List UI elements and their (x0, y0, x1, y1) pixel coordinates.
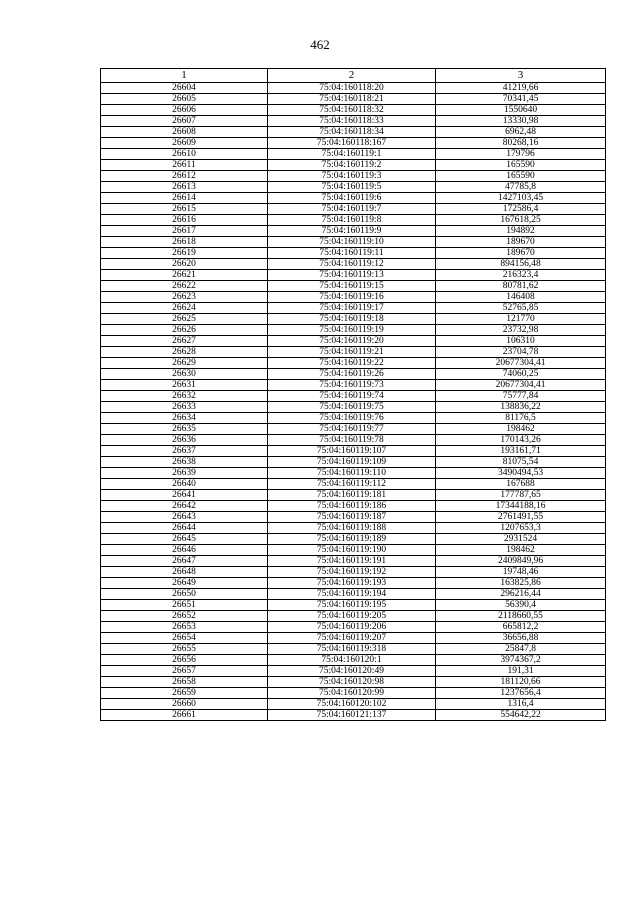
value-cell: 189670 (436, 237, 606, 248)
table-row (101, 248, 606, 259)
table-row (101, 578, 606, 589)
value-cell: 25847,8 (436, 644, 606, 655)
header-row (101, 69, 606, 83)
cadastral-number-cell: 75:04:160119:194 (268, 589, 436, 600)
cadastral-number-cell: 75:04:160119:76 (268, 413, 436, 424)
row-number-cell: 26614 (101, 193, 268, 204)
table-row (101, 105, 606, 116)
table-body (101, 83, 606, 721)
cadastral-number-cell: 75:04:160119:187 (268, 512, 436, 523)
row-number-cell: 26630 (101, 369, 268, 380)
table-row (101, 545, 606, 556)
value-cell: 2761491,55 (436, 512, 606, 523)
row-number-cell: 26647 (101, 556, 268, 567)
row-number-cell: 26605 (101, 94, 268, 105)
value-cell: 163825,86 (436, 578, 606, 589)
row-number-cell: 26628 (101, 347, 268, 358)
table-row (101, 644, 606, 655)
table-row (101, 567, 606, 578)
cadastral-number-cell: 75:04:160119:186 (268, 501, 436, 512)
cadastral-number-cell: 75:04:160119:188 (268, 523, 436, 534)
value-cell: 41219,66 (436, 83, 606, 94)
table-row (101, 336, 606, 347)
cadastral-number-cell: 75:04:160119:189 (268, 534, 436, 545)
value-cell: 20677304,41 (436, 358, 606, 369)
cadastral-number-cell: 75:04:160118:20 (268, 83, 436, 94)
cadastral-number-cell: 75:04:160120:99 (268, 688, 436, 699)
cadastral-number-cell: 75:04:160119:17 (268, 303, 436, 314)
value-cell: 1237656,4 (436, 688, 606, 699)
row-number-cell: 26609 (101, 138, 268, 149)
cadastral-number-cell: 75:04:160119:207 (268, 633, 436, 644)
cadastral-number-cell: 75:04:160119:181 (268, 490, 436, 501)
table-row (101, 193, 606, 204)
value-cell: 13330,98 (436, 116, 606, 127)
value-cell: 198462 (436, 424, 606, 435)
cadastral-number-cell: 75:04:160119:12 (268, 259, 436, 270)
row-number-cell: 26660 (101, 699, 268, 710)
row-number-cell: 26631 (101, 380, 268, 391)
table-row (101, 424, 606, 435)
cadastral-number-cell: 75:04:160119:22 (268, 358, 436, 369)
table-row (101, 160, 606, 171)
cadastral-number-cell: 75:04:160119:16 (268, 292, 436, 303)
cadastral-number-cell: 75:04:160119:195 (268, 600, 436, 611)
cadastral-number-cell: 75:04:160119:109 (268, 457, 436, 468)
row-number-cell: 26656 (101, 655, 268, 666)
table-row (101, 435, 606, 446)
value-cell: 167618,25 (436, 215, 606, 226)
table-row (101, 94, 606, 105)
table-row (101, 446, 606, 457)
cadastral-number-cell: 75:04:160119:10 (268, 237, 436, 248)
row-number-cell: 26608 (101, 127, 268, 138)
row-number-cell: 26611 (101, 160, 268, 171)
row-number-cell: 26619 (101, 248, 268, 259)
value-cell: 170143,26 (436, 435, 606, 446)
value-cell: 167688 (436, 479, 606, 490)
cadastral-number-cell: 75:04:160120:102 (268, 699, 436, 710)
cadastral-number-cell: 75:04:160119:191 (268, 556, 436, 567)
row-number-cell: 26623 (101, 292, 268, 303)
row-number-cell: 26644 (101, 523, 268, 534)
row-number-cell: 26638 (101, 457, 268, 468)
value-cell: 194892 (436, 226, 606, 237)
cadastral-number-cell: 75:04:160119:8 (268, 215, 436, 226)
cadastral-number-cell: 75:04:160119:19 (268, 325, 436, 336)
cadastral-number-cell: 75:04:160119:6 (268, 193, 436, 204)
cadastral-number-cell: 75:04:160119:20 (268, 336, 436, 347)
row-number-cell: 26642 (101, 501, 268, 512)
value-cell: 56390,4 (436, 600, 606, 611)
cadastral-number-cell: 75:04:160119:74 (268, 391, 436, 402)
table-row (101, 699, 606, 710)
cadastral-number-cell: 75:04:160119:107 (268, 446, 436, 457)
value-cell: 3974367,2 (436, 655, 606, 666)
row-number-cell: 26622 (101, 281, 268, 292)
row-number-cell: 26652 (101, 611, 268, 622)
row-number-cell: 26604 (101, 83, 268, 94)
cadastral-number-cell: 75:04:160119:7 (268, 204, 436, 215)
value-cell: 1427103,45 (436, 193, 606, 204)
value-cell: 1316,4 (436, 699, 606, 710)
row-number-cell: 26651 (101, 600, 268, 611)
row-number-cell: 26658 (101, 677, 268, 688)
table-row (101, 259, 606, 270)
row-number-cell: 26654 (101, 633, 268, 644)
row-number-cell: 26616 (101, 215, 268, 226)
table-row (101, 490, 606, 501)
value-cell: 106310 (436, 336, 606, 347)
value-cell: 165590 (436, 171, 606, 182)
table-row (101, 523, 606, 534)
cadastral-number-cell: 75:04:160119:205 (268, 611, 436, 622)
cadastral-number-cell: 75:04:160119:11 (268, 248, 436, 259)
value-cell: 146408 (436, 292, 606, 303)
value-cell: 80268,16 (436, 138, 606, 149)
value-cell: 36656,88 (436, 633, 606, 644)
cadastral-number-cell: 75:04:160119:9 (268, 226, 436, 237)
table-row (101, 600, 606, 611)
table-row (101, 204, 606, 215)
cadastral-number-cell: 75:04:160119:190 (268, 545, 436, 556)
row-number-cell: 26621 (101, 270, 268, 281)
row-number-cell: 26639 (101, 468, 268, 479)
row-number-cell: 26606 (101, 105, 268, 116)
row-number-cell: 26634 (101, 413, 268, 424)
value-cell: 23704,78 (436, 347, 606, 358)
table-row (101, 358, 606, 369)
value-cell: 296216,44 (436, 589, 606, 600)
value-cell: 75777,84 (436, 391, 606, 402)
row-number-cell: 26661 (101, 710, 268, 721)
row-number-cell: 26612 (101, 171, 268, 182)
cadastral-number-cell: 75:04:160120:49 (268, 666, 436, 677)
row-number-cell: 26632 (101, 391, 268, 402)
column-header-2: 2 (268, 69, 436, 83)
value-cell: 74060,25 (436, 369, 606, 380)
table-row (101, 127, 606, 138)
cadastral-number-cell: 75:04:160119:206 (268, 622, 436, 633)
value-cell: 554642,22 (436, 710, 606, 721)
table-row (101, 325, 606, 336)
row-number-cell: 26625 (101, 314, 268, 325)
cadastral-number-cell: 75:04:160119:1 (268, 149, 436, 160)
value-cell: 894156,48 (436, 259, 606, 270)
table-row (101, 391, 606, 402)
table-row (101, 182, 606, 193)
value-cell: 52765,85 (436, 303, 606, 314)
table-row (101, 138, 606, 149)
column-header-3: 3 (436, 69, 606, 83)
table-row (101, 556, 606, 567)
row-number-cell: 26635 (101, 424, 268, 435)
row-number-cell: 26646 (101, 545, 268, 556)
row-number-cell: 26659 (101, 688, 268, 699)
row-number-cell: 26636 (101, 435, 268, 446)
row-number-cell: 26607 (101, 116, 268, 127)
value-cell: 2931524 (436, 534, 606, 545)
table-row (101, 633, 606, 644)
cadastral-number-cell: 75:04:160119:192 (268, 567, 436, 578)
table-row (101, 512, 606, 523)
cadastral-number-cell: 75:04:160120:1 (268, 655, 436, 666)
row-number-cell: 26618 (101, 237, 268, 248)
value-cell: 2409849,96 (436, 556, 606, 567)
row-number-cell: 26627 (101, 336, 268, 347)
value-cell: 17344188,16 (436, 501, 606, 512)
row-number-cell: 26645 (101, 534, 268, 545)
table-row (101, 83, 606, 94)
cadastral-number-cell: 75:04:160119:112 (268, 479, 436, 490)
value-cell: 193161,71 (436, 446, 606, 457)
value-cell: 23732,98 (436, 325, 606, 336)
cadastral-number-cell: 75:04:160119:318 (268, 644, 436, 655)
value-cell: 1207653,3 (436, 523, 606, 534)
table-row (101, 655, 606, 666)
value-cell: 172586,4 (436, 204, 606, 215)
table-row (101, 534, 606, 545)
value-cell: 121770 (436, 314, 606, 325)
row-number-cell: 26613 (101, 182, 268, 193)
row-number-cell: 26633 (101, 402, 268, 413)
data-table (100, 68, 606, 721)
row-number-cell: 26643 (101, 512, 268, 523)
table-row (101, 413, 606, 424)
row-number-cell: 26650 (101, 589, 268, 600)
value-cell: 189670 (436, 248, 606, 259)
table-row (101, 677, 606, 688)
cadastral-number-cell: 75:04:160119:18 (268, 314, 436, 325)
cadastral-number-cell: 75:04:160118:32 (268, 105, 436, 116)
cadastral-number-cell: 75:04:160119:110 (268, 468, 436, 479)
table-row (101, 215, 606, 226)
cadastral-number-cell: 75:04:160120:98 (268, 677, 436, 688)
table-row (101, 237, 606, 248)
table-row (101, 611, 606, 622)
value-cell: 165590 (436, 160, 606, 171)
value-cell: 19748,46 (436, 567, 606, 578)
row-number-cell: 26641 (101, 490, 268, 501)
table-row (101, 171, 606, 182)
table-row (101, 622, 606, 633)
value-cell: 81075,54 (436, 457, 606, 468)
table-row (101, 369, 606, 380)
table-row (101, 116, 606, 127)
value-cell: 81176,5 (436, 413, 606, 424)
cadastral-number-cell: 75:04:160118:33 (268, 116, 436, 127)
cadastral-number-cell: 75:04:160118:34 (268, 127, 436, 138)
value-cell: 138836,22 (436, 402, 606, 413)
page-number: 462 (310, 37, 330, 52)
cadastral-number-cell: 75:04:160119:13 (268, 270, 436, 281)
table-row (101, 303, 606, 314)
table-row (101, 666, 606, 677)
value-cell: 216323,4 (436, 270, 606, 281)
table-row (101, 292, 606, 303)
table-row (101, 710, 606, 721)
table-row (101, 468, 606, 479)
table-row (101, 149, 606, 160)
table-row (101, 501, 606, 512)
row-number-cell: 26615 (101, 204, 268, 215)
row-number-cell: 26624 (101, 303, 268, 314)
table-row (101, 270, 606, 281)
table-row (101, 479, 606, 490)
row-number-cell: 26649 (101, 578, 268, 589)
cadastral-number-cell: 75:04:160119:78 (268, 435, 436, 446)
row-number-cell: 26648 (101, 567, 268, 578)
table-row (101, 347, 606, 358)
value-cell: 47785,8 (436, 182, 606, 193)
cadastral-number-cell: 75:04:160119:2 (268, 160, 436, 171)
row-number-cell: 26629 (101, 358, 268, 369)
value-cell: 2118660,55 (436, 611, 606, 622)
table-row (101, 380, 606, 391)
table-row (101, 226, 606, 237)
value-cell: 179796 (436, 149, 606, 160)
row-number-cell: 26657 (101, 666, 268, 677)
cadastral-number-cell: 75:04:160119:15 (268, 281, 436, 292)
row-number-cell: 26620 (101, 259, 268, 270)
row-number-cell: 26655 (101, 644, 268, 655)
cadastral-number-cell: 75:04:160121:137 (268, 710, 436, 721)
value-cell: 70341,45 (436, 94, 606, 105)
value-cell: 177787,65 (436, 490, 606, 501)
row-number-cell: 26653 (101, 622, 268, 633)
cadastral-number-cell: 75:04:160118:167 (268, 138, 436, 149)
row-number-cell: 26626 (101, 325, 268, 336)
table-row (101, 688, 606, 699)
row-number-cell: 26637 (101, 446, 268, 457)
column-header-1: 1 (101, 69, 268, 83)
table-row (101, 314, 606, 325)
cadastral-number-cell: 75:04:160119:193 (268, 578, 436, 589)
table-row (101, 402, 606, 413)
table-row (101, 589, 606, 600)
table-row (101, 457, 606, 468)
cadastral-number-cell: 75:04:160119:75 (268, 402, 436, 413)
cadastral-number-cell: 75:04:160119:5 (268, 182, 436, 193)
cadastral-number-cell: 75:04:160119:21 (268, 347, 436, 358)
value-cell: 3490494,53 (436, 468, 606, 479)
table-header (101, 69, 606, 83)
value-cell: 191,31 (436, 666, 606, 677)
row-number-cell: 26610 (101, 149, 268, 160)
cadastral-number-cell: 75:04:160118:21 (268, 94, 436, 105)
value-cell: 198462 (436, 545, 606, 556)
cadastral-number-cell: 75:04:160119:73 (268, 380, 436, 391)
cadastral-number-cell: 75:04:160119:26 (268, 369, 436, 380)
cadastral-number-cell: 75:04:160119:77 (268, 424, 436, 435)
value-cell: 6962,48 (436, 127, 606, 138)
value-cell: 181120,66 (436, 677, 606, 688)
row-number-cell: 26640 (101, 479, 268, 490)
value-cell: 80781,62 (436, 281, 606, 292)
value-cell: 20677304,41 (436, 380, 606, 391)
row-number-cell: 26617 (101, 226, 268, 237)
table-row (101, 281, 606, 292)
value-cell: 1550640 (436, 105, 606, 116)
value-cell: 665812,2 (436, 622, 606, 633)
cadastral-number-cell: 75:04:160119:3 (268, 171, 436, 182)
